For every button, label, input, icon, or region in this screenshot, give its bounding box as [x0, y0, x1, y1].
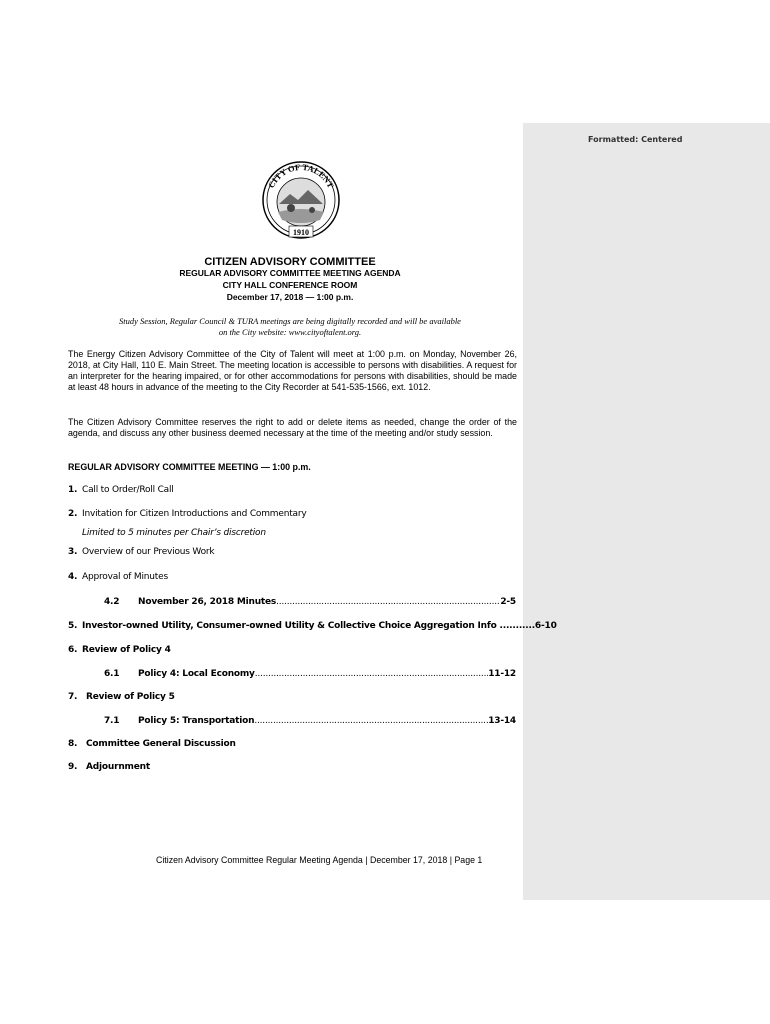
item-number: 5.: [68, 621, 78, 631]
item-text: Approval of Minutes: [82, 572, 168, 582]
agenda-item-7: [68, 692, 175, 702]
committee-title: CITIZEN ADVISORY COMMITTEE: [204, 256, 376, 268]
item-number: 4.: [68, 572, 78, 582]
item-text: Committee General Discussion: [86, 739, 236, 749]
item-pages: 2-5: [500, 597, 516, 607]
page-footer: Citizen Advisory Committee Regular Meeting Agenda | December 17, 2018 | Page 1: [156, 855, 483, 865]
item-text: Review of Policy 5: [86, 692, 175, 702]
rights-paragraph: The Citizen Advisory Committee reserves the right to add or delete items as needed, change the order of the agenda, and discuss any other business deemed necessary at the time of the meeting and/or study session.: [68, 417, 517, 438]
item-text: Review of Policy 4: [82, 645, 171, 655]
leader-dots: [254, 716, 488, 726]
item-text: Policy 4: Local Economy: [138, 669, 255, 679]
agenda-item-5: [68, 621, 557, 631]
item-text: Investor-owned Utility, Consumer-owned Utility & Collective Choice Aggregation Info ...........6-10: [82, 621, 557, 631]
leader-dots: [276, 597, 500, 607]
agenda-item-6: [68, 645, 171, 655]
agenda-item-6-1: [104, 669, 516, 679]
agenda-item-2-note: Limited to 5 minutes per Chair’s discretion: [82, 528, 266, 538]
item-number: 7.1: [104, 716, 120, 726]
item-number: 6.: [68, 645, 78, 655]
item-text: Policy 5: Transportation: [138, 716, 255, 726]
item-text: November 26, 2018 Minutes: [138, 597, 277, 607]
comments-pane: [523, 123, 770, 900]
svg-text:1910: 1910: [293, 228, 309, 237]
agenda-item-2: [68, 509, 307, 519]
item-text: Adjournment: [86, 762, 150, 772]
item-number: 9.: [68, 762, 78, 772]
item-number: 2.: [68, 509, 78, 519]
section-title: REGULAR ADVISORY COMMITTEE MEETING — 1:00 p.m.: [68, 462, 311, 472]
item-number: 3.: [68, 547, 78, 557]
agenda-subtitle: REGULAR ADVISORY COMMITTEE MEETING AGENDA: [179, 268, 401, 278]
meeting-date: December 17, 2018 — 1:00 p.m.: [226, 292, 354, 302]
item-number: 8.: [68, 739, 78, 749]
item-number: 4.2: [104, 597, 120, 607]
item-pages: 13-14: [488, 716, 516, 726]
comment-label: Formatted: Centered: [588, 135, 683, 144]
item-pages: 11-12: [488, 669, 516, 679]
item-text: Overview of our Previous Work: [82, 547, 215, 557]
meeting-info-paragraph: The Energy Citizen Advisory Committee of the City of Talent will meet at 1:00 p.m. on Monday, November 26, 2018, at City Hall, 110 E. Main Street. The meeting location is accessible to persons with disabilities. A request for an interpreter for the hearing impaired, or for other accommodations for persons with disabilities, should be made at least 48 hours in advance of the meeting to the City Recorder at 541-535-1566, ext. 1012.: [68, 349, 517, 392]
agenda-item-9: [68, 762, 150, 772]
agenda-item-1: [68, 485, 174, 495]
item-number: 1.: [68, 485, 78, 495]
recording-notice-line2: on the City website: www.cityoftalent.org.: [218, 327, 362, 337]
agenda-item-8: [68, 739, 236, 749]
svg-text:CITY OF TALENT: CITY OF TALENT: [266, 161, 337, 190]
item-number: 6.1: [104, 669, 120, 679]
agenda-item-3: [68, 547, 214, 557]
agenda-item-4: [68, 572, 168, 582]
leader-dots: [255, 669, 488, 679]
city-seal-logo: [258, 160, 344, 242]
item-text: Invitation for Citizen Introductions and Commentary: [82, 509, 307, 519]
agenda-item-7-1: [104, 716, 516, 726]
meeting-location: CITY HALL CONFERENCE ROOM: [222, 280, 358, 290]
recording-notice-line1: Study Session, Regular Council & TURA meetings are being digitally recorded and will be available: [119, 316, 461, 326]
item-text: Call to Order/Roll Call: [82, 485, 174, 495]
agenda-item-4-2: [104, 597, 516, 607]
item-number: 7.: [68, 692, 78, 702]
